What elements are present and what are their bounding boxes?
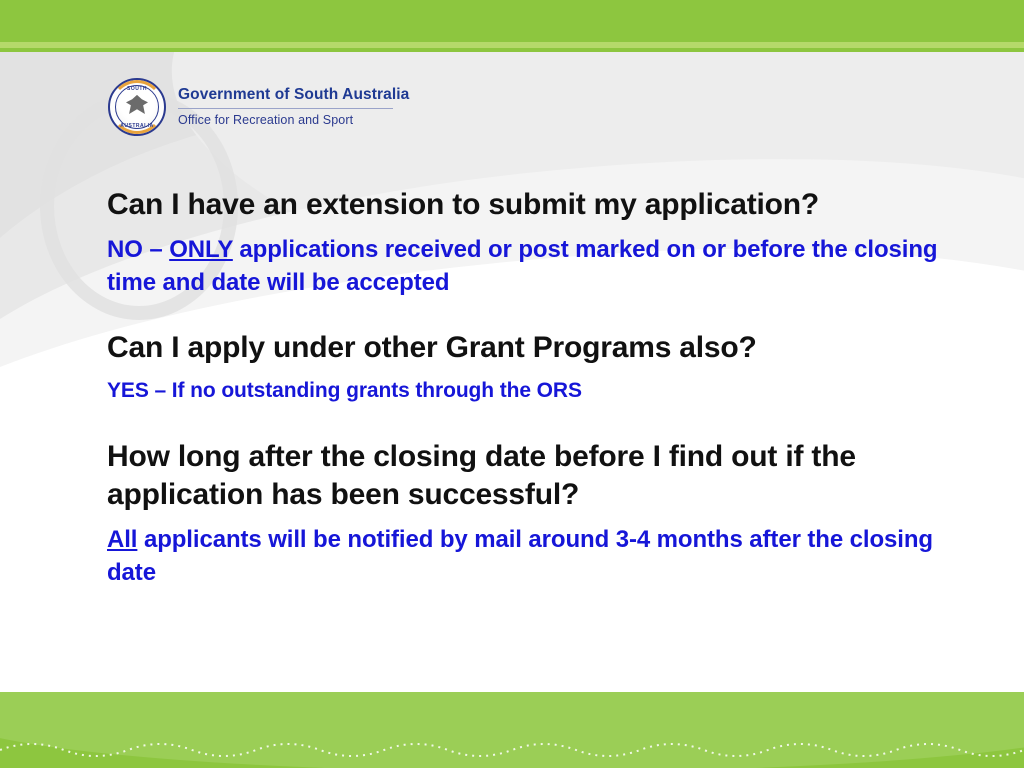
answer-3 bbox=[107, 524, 977, 589]
question-1: Can I have an extension to submit my application? bbox=[107, 188, 820, 221]
answer-1-prefix: NO – bbox=[107, 236, 170, 264]
question-3: How long after the closing date before I find out if the application has been successful? bbox=[107, 439, 856, 512]
spacer-2 bbox=[107, 406, 977, 438]
logo-title: Government of South Australia bbox=[178, 86, 410, 104]
logo-subtitle: Office for Recreation and Sport bbox=[178, 113, 354, 128]
top-green-band bbox=[0, 0, 1024, 42]
slide-content bbox=[107, 186, 977, 589]
coat-of-arms-icon bbox=[108, 78, 166, 136]
answer-3-rest: applicants will be notified by mail around 3-4 months after the closing date bbox=[107, 526, 933, 586]
government-logo bbox=[108, 78, 409, 136]
question-2: Can I apply under other Grant Programs also? bbox=[107, 331, 757, 365]
bottom-dotted-wave bbox=[0, 738, 1024, 760]
answer-2 bbox=[107, 377, 977, 406]
logo-divider bbox=[178, 108, 393, 109]
answer-1-rest: applications received or post marked on or before the closing time and date will be accepted bbox=[107, 236, 938, 296]
crest-text-bottom: AUSTRALIA bbox=[120, 123, 154, 129]
spacer-1 bbox=[107, 299, 977, 329]
answer-1-emphasis: ONLY bbox=[169, 236, 233, 264]
answer-2-prefix: YES – If no outstanding grants through the ORS bbox=[107, 379, 582, 403]
bottom-green-band bbox=[0, 692, 1024, 768]
logo-text-block bbox=[178, 86, 409, 127]
answer-1 bbox=[107, 234, 977, 299]
answer-3-emphasis: All bbox=[107, 526, 138, 554]
crest-text-top: SOUTH bbox=[127, 86, 147, 92]
